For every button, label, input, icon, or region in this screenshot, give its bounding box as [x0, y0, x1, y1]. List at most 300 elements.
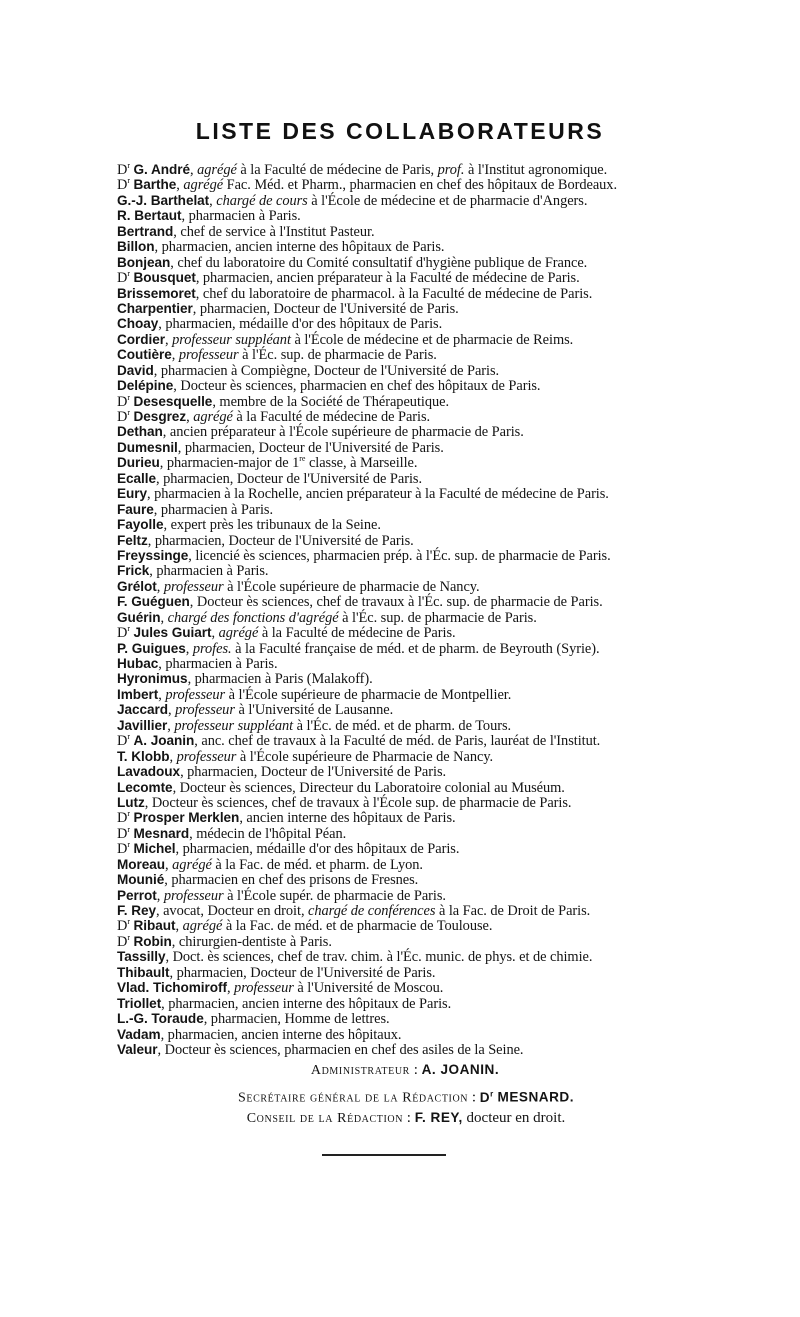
list-item — [117, 702, 717, 717]
collaborator-description — [164, 872, 418, 888]
administrator-name: A. JOANIN. — [421, 1062, 500, 1077]
list-item — [117, 1042, 717, 1057]
collaborator-description — [176, 841, 460, 857]
collaborator-name: R. Bertaut — [117, 208, 182, 224]
collaborator-name: Bertrand — [117, 223, 174, 239]
collaborator-description — [172, 347, 437, 363]
list-item — [117, 841, 717, 856]
list-item — [117, 286, 717, 301]
collaborator-name: Triollet — [117, 995, 162, 1011]
collaborator-description — [158, 316, 442, 332]
collaborator-description — [176, 918, 493, 934]
title-italic: professeur — [176, 748, 237, 765]
list-item — [117, 718, 717, 733]
list-item — [117, 733, 717, 748]
collaborator-description — [178, 440, 444, 456]
collaborator-name: Grélot — [117, 578, 157, 594]
title-italic: professeur — [234, 980, 294, 997]
list-item — [117, 563, 717, 578]
collaborator-description — [212, 625, 456, 641]
collaborator-description — [154, 239, 444, 255]
description-text: à l'École supér. de pharmacie de Paris. — [223, 887, 446, 904]
description-text: , — [156, 887, 164, 904]
description-text: , chirurgien-dentiste à Paris. — [171, 933, 332, 950]
description-text: à la Fac. de méd. et pharm. de Lyon. — [211, 856, 423, 873]
list-item — [117, 903, 717, 918]
collaborator-name: Robin — [133, 933, 172, 949]
collaborator-name: Feltz — [117, 532, 148, 548]
list-item — [117, 826, 717, 841]
honorific-prefix: $D^r$ — [117, 933, 130, 950]
list-item — [117, 533, 717, 548]
administrator-line — [10, 1058, 800, 1082]
list-item — [117, 378, 717, 393]
description-text: , — [185, 640, 193, 657]
collaborator-name: A. Joanin — [133, 733, 195, 749]
list-item — [117, 255, 717, 270]
collaborator-name: Charpentier — [117, 300, 193, 316]
secretary-prefix-r: r — [490, 1089, 494, 1098]
description-text: à la Fac. de Droit de Paris. — [435, 903, 591, 919]
description-text: , pharmacien, ancien interne des hôpitaux. — [160, 1026, 402, 1043]
council-name: F. REY, — [414, 1110, 463, 1125]
description-text: , — [167, 717, 175, 734]
collaborator-description — [157, 888, 446, 904]
secretary-prefix — [480, 1090, 494, 1105]
title-italic: professeur — [175, 702, 235, 719]
collaborators-list — [117, 162, 717, 1057]
description-text: à l'Éc. de méd. et de pharm. de Tours. — [293, 717, 512, 734]
description-text: , pharmacien, Docteur de l'Université de Paris. — [177, 439, 444, 456]
description-text: , pharmacien, Docteur de l'Université de Paris. — [169, 964, 436, 981]
honorific-prefix: $D^r$ — [117, 917, 130, 935]
description-text: à l'École supérieure de pharmacie de Nancy. — [223, 578, 480, 595]
list-item — [117, 424, 717, 439]
collaborator-name: Cordier — [117, 331, 165, 347]
description-text: à la Faculté de médecine de Paris. — [232, 409, 431, 425]
secretary-line — [12, 1082, 800, 1106]
list-item — [117, 641, 717, 656]
list-item — [117, 671, 717, 686]
collaborator-description — [161, 610, 537, 626]
collaborator-description — [148, 533, 414, 549]
description-text: , Doct. ès sciences, chef de trav. chim. à l'Éc. munic. de phys. et de chimie. — [165, 949, 593, 966]
collaborator-name: P. Guigues — [117, 640, 186, 656]
description-text: , pharmacien, Docteur de l'Université de Paris. — [192, 300, 459, 317]
title-italic: profes. — [192, 640, 232, 657]
collaborator-description — [190, 162, 607, 178]
collaborator-description — [209, 193, 587, 209]
description-text: , pharmacien à Paris. — [149, 563, 269, 580]
description-text: , pharmacien, Docteur de l'Université de Paris. — [180, 764, 447, 781]
council-label: Conseil de la Rédaction — [246, 1111, 404, 1126]
description-text: re — [299, 454, 306, 464]
collaborator-name: Coutière — [117, 347, 172, 363]
description-text: , chef du laboratoire du Comité consultatif d'hygiène publique de France. — [170, 254, 588, 271]
description-text: à l'École de médecine et de pharmacie de Reims. — [290, 331, 574, 348]
collaborator-description — [188, 671, 373, 687]
collaborator-description — [163, 424, 524, 440]
description-text: à la Faculté française de méd. et de pharm. de Beyrouth (Syrie). — [231, 640, 600, 657]
collaborator-description — [172, 934, 332, 950]
list-item — [117, 594, 717, 609]
collaborator-description — [161, 1027, 402, 1043]
collaborator-name: Brissemoret — [117, 285, 196, 301]
collaborator-name: Imbert — [117, 686, 159, 702]
description-text: à l'Éc. sup. de pharmacie de Paris. — [238, 347, 437, 364]
list-item — [117, 239, 717, 254]
honorific-prefix: $D^r$ — [117, 269, 130, 287]
description-text: , pharmacien, médaille d'or des hôpitaux de Paris. — [175, 841, 460, 858]
title-italic: professeur suppléant — [172, 331, 291, 348]
description-text: , chef de service à l'Institut Pasteur. — [173, 223, 375, 240]
collaborator-name: Thibault — [117, 964, 170, 980]
collaborator-name: Delépine — [117, 378, 174, 394]
list-item — [117, 301, 717, 316]
list-item — [117, 996, 717, 1011]
list-item — [117, 764, 717, 779]
description-text: , ancien interne des hôpitaux de Paris. — [239, 810, 456, 827]
collaborator-name: Lutz — [117, 794, 145, 810]
description-text: , — [176, 177, 184, 194]
collaborator-name: Hyronimus — [117, 671, 188, 687]
list-item — [117, 332, 717, 347]
collaborator-description — [169, 965, 435, 981]
collaborator-name: David — [117, 362, 154, 378]
collaborator-name: Eury — [117, 486, 148, 502]
list-item — [117, 394, 717, 409]
description-text: à la Fac. de méd. et de pharmacie de Toulouse. — [222, 918, 493, 935]
collaborator-name: Desesquelle — [133, 393, 213, 409]
list-item — [117, 625, 717, 640]
list-item — [117, 548, 717, 563]
description-text: , — [169, 748, 177, 765]
description-text: , — [158, 686, 166, 703]
description-text: , médecin de l'hôpital Péan. — [189, 825, 347, 842]
collaborator-name: Choay — [117, 316, 159, 332]
title-italic: prof. — [437, 162, 465, 178]
list-item — [117, 965, 717, 980]
title-italic: agrégé — [197, 162, 237, 178]
description-text: , Docteur ès sciences, chef de travaux à l'École sup. de pharmacie de Paris. — [144, 794, 572, 811]
collaborator-name: T. Klobb — [117, 748, 170, 764]
description-text: , pharmacien à Paris. — [181, 208, 301, 225]
list-item — [117, 177, 717, 192]
description-text: , pharmacien, Homme de lettres. — [203, 1011, 390, 1028]
collaborator-description — [212, 394, 449, 410]
description-text: , anc. chef de travaux à la Faculté de méd. de Paris, lauréat de l'Institut. — [194, 733, 601, 750]
list-item — [117, 980, 717, 995]
honorific-prefix: $D^r$ — [117, 161, 130, 178]
collaborator-description — [186, 409, 430, 425]
list-item — [117, 471, 717, 486]
description-text: , Docteur ès sciences, pharmacien en chef des hôpitaux de Paris. — [173, 378, 541, 395]
list-item — [117, 193, 717, 208]
description-text: , — [168, 702, 176, 719]
description-text: , pharmacien à la Rochelle, ancien préparateur à la Faculté de médecine de Paris. — [147, 486, 609, 503]
collaborator-name: Barthe — [133, 177, 177, 193]
list-item — [117, 687, 717, 702]
description-text: , — [165, 856, 173, 873]
collaborator-name: G.-J. Barthelat — [117, 192, 210, 208]
collaborator-name: Billon — [117, 239, 155, 255]
collaborator-description — [154, 502, 273, 518]
description-text: , pharmacien, médaille d'or des hôpitaux de Paris. — [158, 316, 443, 333]
list-item — [117, 795, 717, 810]
title-italic: chargé de conférences — [308, 903, 436, 919]
list-item — [117, 316, 717, 331]
description-text: à l'Éc. sup. de pharmacie de Paris. — [338, 609, 537, 626]
description-text: , — [175, 918, 183, 935]
title-italic: professeur — [178, 347, 239, 364]
collaborator-name: L.-G. Toraude — [117, 1011, 204, 1027]
list-item — [117, 1011, 717, 1026]
collaborator-name: Bonjean — [117, 254, 171, 270]
description-text: à la Faculté de médecine de Paris, — [236, 162, 438, 178]
collaborator-description — [189, 826, 346, 842]
collaborator-name: Michel — [133, 841, 176, 857]
council-line — [12, 1106, 800, 1130]
title-italic: professeur — [163, 578, 224, 595]
collaborator-description — [173, 378, 540, 394]
collaborator-name: Lavadoux — [117, 764, 181, 780]
title-italic: agrégé — [193, 409, 233, 425]
collaborator-name: Freyssinge — [117, 547, 189, 563]
description-text: , chef du laboratoire de pharmacol. à la Faculté de médecine de Paris. — [195, 285, 593, 302]
collaborator-name: Jaccard — [117, 702, 169, 718]
secretary-label: Secrétaire général de la Rédaction — [237, 1090, 469, 1106]
list-item — [117, 455, 717, 470]
collaborator-name: Fayolle — [117, 517, 164, 533]
collaborator-description — [165, 332, 573, 348]
title-italic: professeur suppléant — [174, 717, 294, 734]
description-text: classe, à Marseille. — [305, 455, 418, 472]
description-text: à l'Université de Lausanne. — [234, 702, 394, 719]
list-item — [117, 486, 717, 501]
list-item — [117, 270, 717, 285]
list-item — [117, 872, 717, 887]
collaborator-description — [158, 656, 277, 672]
description-text: , — [209, 192, 217, 209]
list-item — [117, 162, 717, 177]
title-italic: agrégé — [182, 918, 223, 935]
collaborator-name: Jules Guiart — [133, 625, 212, 641]
description-text: Fac. Méd. et Pharm., pharmacien en chef des hôpitaux de Bordeaux. — [223, 177, 617, 194]
collaborator-description — [186, 641, 600, 657]
description-text: , pharmacien, ancien préparateur à la Faculté de médecine de Paris. — [195, 270, 580, 287]
title-italic: agrégé — [183, 177, 224, 194]
collaborator-name: Dumesnil — [117, 439, 178, 455]
description-text: , licencié ès sciences, pharmacien prép. à l'Éc. sup. de pharmacie de Paris. — [188, 547, 611, 564]
collaborator-description — [165, 857, 423, 873]
list-item — [117, 347, 717, 362]
list-item — [117, 208, 717, 223]
description-text: , pharmacien à Paris. — [158, 656, 278, 672]
list-item — [117, 934, 717, 949]
description-text: à l'Université de Moscou. — [293, 980, 444, 997]
list-item — [117, 857, 717, 872]
description-text: , pharmacien, Docteur de l'Université de Paris. — [147, 532, 414, 549]
collaborator-description — [149, 563, 268, 579]
collaborator-name: Vlad. Tichomiroff — [117, 980, 227, 996]
title-italic: professeur — [163, 887, 224, 904]
collaborator-description — [173, 224, 374, 240]
description-text: , — [171, 347, 179, 364]
list-item — [117, 409, 717, 424]
collaborator-name: Durieu — [117, 455, 160, 471]
collaborator-description — [165, 949, 592, 965]
collaborator-description — [196, 286, 592, 302]
list-item — [117, 749, 717, 764]
collaborator-name: Ribaut — [133, 918, 176, 934]
description-text: à l'Institut agronomique. — [464, 162, 608, 178]
collaborator-description — [157, 579, 480, 595]
list-item — [117, 517, 717, 532]
collaborator-description — [204, 1011, 390, 1027]
honorific-prefix: $D^r$ — [117, 809, 130, 827]
description-text: , Docteur ès sciences, pharmacien en chef des asiles de la Seine. — [157, 1041, 524, 1058]
secretary-separator: : — [468, 1089, 480, 1106]
description-text: à l'École supérieure de Pharmacie de Nancy. — [236, 748, 494, 765]
list-item — [117, 780, 717, 795]
collaborator-description — [156, 471, 422, 487]
collaborator-description — [194, 733, 600, 749]
collaborator-description — [180, 764, 446, 780]
collaborator-description — [181, 208, 300, 224]
collaborator-name: Lecomte — [117, 779, 173, 795]
collaborator-name: Dethan — [117, 424, 163, 440]
honorific-prefix: $D^r$ — [117, 825, 130, 842]
description-text: , membre de la Société de Thérapeutique. — [212, 393, 450, 410]
description-text: à la Faculté de médecine de Paris. — [258, 625, 456, 642]
description-text: , — [186, 409, 194, 425]
honorific-prefix: $D^r$ — [117, 408, 130, 425]
collaborator-description — [156, 903, 590, 919]
description-text: , — [190, 162, 198, 178]
title-italic: agrégé — [218, 625, 259, 642]
collaborator-name: Tassilly — [117, 949, 166, 965]
description-text: , pharmacien à Paris (Malakoff). — [187, 671, 373, 688]
list-item — [117, 888, 717, 903]
collaborator-name: Faure — [117, 501, 154, 517]
collaborator-name: Vadam — [117, 1026, 161, 1042]
council-title: docteur en droit. — [462, 1110, 566, 1126]
list-item — [117, 224, 717, 239]
collaborator-name: Frick — [117, 563, 150, 579]
title-italic: agrégé — [172, 856, 212, 873]
collaborator-name: F. Rey — [117, 903, 156, 918]
description-text: , avocat, Docteur en droit, — [156, 903, 309, 919]
description-text: à l'École de médecine et de pharmacie d'Angers. — [307, 192, 588, 209]
collaborator-description — [227, 980, 443, 996]
collaborator-description — [168, 702, 393, 718]
collaborator-description — [173, 780, 565, 796]
closing-rule — [322, 1154, 446, 1156]
collaborator-description — [188, 548, 610, 564]
collaborator-description — [160, 455, 418, 471]
collaborator-description — [170, 255, 587, 271]
collaborator-name: Mounié — [117, 872, 165, 888]
collaborator-name: Valeur — [117, 1041, 158, 1057]
collaborator-description — [176, 177, 617, 193]
list-item — [117, 502, 717, 517]
honorific-prefix: $D^r$ — [117, 392, 130, 410]
collaborator-description — [154, 363, 499, 379]
collaborator-description — [161, 996, 451, 1012]
description-text: à l'École supérieure de pharmacie de Montpellier. — [225, 686, 512, 703]
description-text: , — [226, 980, 235, 997]
page-title: LISTE DES COLLABORATEURS — [195, 118, 605, 144]
description-text: , pharmacien en chef des prisons de Fresnes. — [164, 872, 419, 889]
list-item — [117, 363, 717, 378]
administrator-label: Administrateur — [310, 1063, 410, 1078]
description-text: , Docteur ès sciences, chef de travaux à l'Éc. sup. de pharmacie de Paris. — [189, 594, 603, 611]
description-text: , pharmacien, ancien interne des hôpitaux de Paris. — [154, 239, 445, 256]
collaborator-name: Ecalle — [117, 470, 157, 486]
list-item — [117, 918, 717, 933]
collaborator-description — [190, 594, 603, 610]
title-italic: chargé de cours — [216, 192, 308, 209]
description-text: , pharmacien, Docteur de l'Université de Paris. — [156, 470, 422, 487]
collaborator-name: Mesnard — [133, 825, 190, 841]
council-separator: : — [403, 1110, 415, 1126]
collaborator-description — [147, 486, 609, 502]
description-text: , ancien préparateur à l'École supérieure de pharmacie de Paris. — [162, 424, 524, 441]
secretary-name: MESNARD. — [497, 1089, 575, 1105]
administrator-separator: : — [409, 1062, 422, 1078]
collaborator-description — [164, 517, 381, 533]
collaborator-name: Guérin — [117, 609, 161, 625]
title-italic: chargé des fonctions d'agrégé — [167, 609, 339, 626]
list-item — [117, 610, 717, 625]
collaborator-name: Javillier — [117, 717, 168, 733]
collaborator-description — [158, 687, 511, 703]
honorific-prefix: $D^r$ — [117, 624, 130, 642]
collaborator-description — [239, 810, 455, 826]
description-text: , pharmacien-major de 1 — [159, 455, 300, 472]
list-item — [117, 440, 717, 455]
editorial-staff — [0, 1058, 800, 1130]
collaborator-name: G. André — [133, 162, 191, 177]
description-text: , — [165, 331, 173, 348]
list-item — [117, 579, 717, 594]
collaborator-description — [167, 718, 511, 734]
list-item — [117, 656, 717, 671]
list-item — [117, 949, 717, 964]
collaborator-name: Desgrez — [133, 409, 187, 424]
description-text: , pharmacien à Paris. — [153, 501, 274, 518]
collaborator-name: Perrot — [117, 887, 157, 903]
description-text: , — [160, 609, 168, 626]
list-item — [117, 810, 717, 825]
title-italic: professeur — [165, 686, 226, 703]
description-text: , pharmacien, ancien interne des hôpitaux de Paris. — [161, 995, 452, 1012]
description-text: , pharmacien à Compiègne, Docteur de l'Université de Paris. — [153, 362, 500, 379]
collaborator-name: Moreau — [117, 856, 166, 872]
description-text: , Docteur ès sciences, Directeur du Laboratoire colonial au Muséum. — [172, 779, 565, 796]
collaborator-description — [145, 795, 572, 811]
description-text: , — [211, 625, 219, 642]
collaborator-description — [196, 270, 580, 286]
collaborator-name: Bousquet — [133, 270, 196, 286]
collaborator-description — [169, 749, 493, 765]
collaborator-description — [193, 301, 459, 317]
list-item — [117, 1027, 717, 1042]
description-text: , — [156, 578, 164, 595]
honorific-prefix: $D^r$ — [117, 732, 130, 750]
secretary-prefix-d: D — [479, 1089, 491, 1105]
honorific-prefix: $D^r$ — [117, 176, 130, 194]
